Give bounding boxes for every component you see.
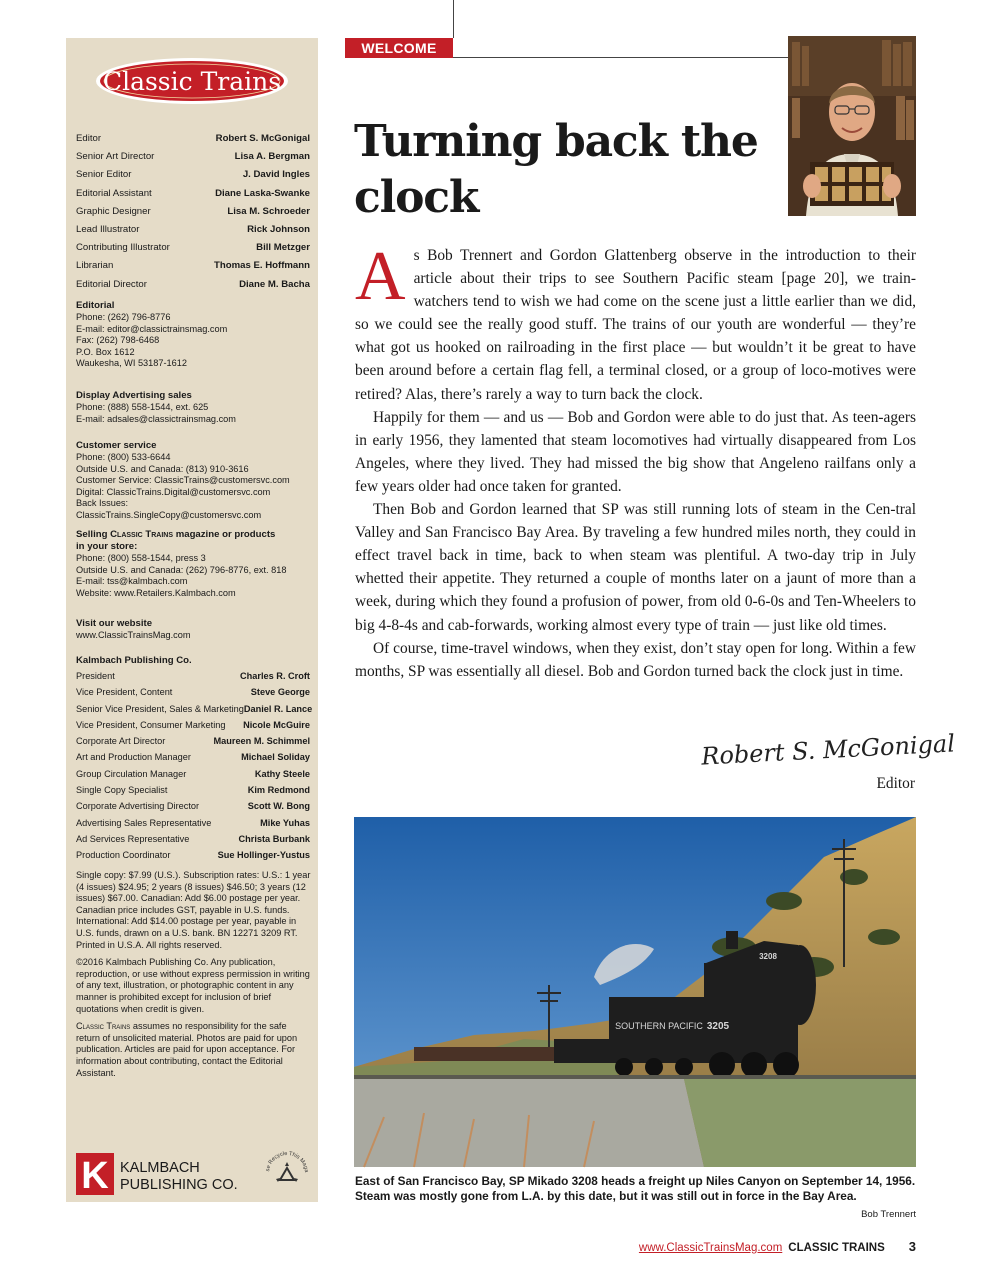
staff-row — [76, 831, 310, 847]
staff-role: Senior Editor — [76, 169, 132, 181]
kalmbach-logo — [76, 1153, 246, 1195]
subscription-info: Single copy: $7.99 (U.S.). Subscription rates: U.S.: 1 year (4 issues) $24.95; 2 years (8 issues) $46.50; 3 years (12 issues) $67.00. Canadian: Add $6.00 postage per year. Canadian price includes GST, payable in U.S. funds. International: Add $14.00 postage per year, payable in U.S. funds, drawn on a U.S. bank. BN 12271 3209 RT. Printed in U.S.A. All rights reserved. — [76, 870, 311, 950]
publisher-staff: Kalmbach Publishing Co. President Charles R. Croft Vice President, Content Steve George Senior Vice President, Sales & Marketing Daniel R. Lance Vice President, Consumer Marketing Nicole McGuire Corporate Art Director Maureen M. Schimmel Art and Production Manager Michael Soliday Group Circulation Manager Kathy Steele Single Copy Specialist Kim Redmond Corporate Advertising Director Scott W. Bong Advertising Sales Representative Mike Yuhas Ad Services Representative Christa Burbank Production Coordinator Sue Hollinger-Yustus — [76, 654, 310, 864]
signoff-title: Editor — [876, 775, 915, 792]
contact-line: Outside U.S. and Canada: (813) 910-3616 — [76, 463, 249, 474]
staff-role: Editorial Assistant — [76, 187, 152, 199]
staff-name: Diane M. Bacha — [239, 278, 310, 290]
staff-name: Lisa M. Schroeder — [227, 205, 310, 217]
staff-name: Lisa A. Bergman — [234, 151, 310, 163]
staff-name: Daniel R. Lance — [243, 703, 313, 714]
contact-line: www.ClassicTrainsMag.com — [76, 630, 191, 640]
staff-role: Group Circulation Manager — [76, 768, 187, 779]
photo-caption: East of San Francisco Bay, SP Mikado 3208 heads a freight up Niles Canyon on September 14, 1956. Steam was mostly gone from L.A. by this date, but it was still out in force in the Bay Area. — [355, 1174, 916, 1204]
article-paragraph: Of course, time-travel windows, when they exist, don’t stay open for long. Within a few months, SP was essentially all diesel. Bob and Gordon turned back the clock just in time. — [355, 639, 916, 680]
contact-line: Fax: (262) 798-6468 — [76, 335, 160, 346]
staff-row — [76, 782, 310, 798]
staff-row — [76, 257, 310, 275]
contact-line: Website: www.Retailers.Kalmbach.com — [76, 587, 236, 598]
website-contact: Visit our website www.ClassicTrainsMag.com — [76, 618, 312, 642]
staff-role: Graphic Designer — [76, 205, 151, 217]
contact-line: E-mail: adsales@classictrainsmag.com — [76, 413, 236, 424]
staff-role: Contributing Illustrator — [76, 242, 170, 254]
staff-role: Corporate Advertising Director — [76, 801, 200, 812]
staff-name: Rick Johnson — [247, 224, 310, 236]
photo-credit: Bob Trennert — [861, 1209, 916, 1220]
svg-text:Classic Trains: Classic Trains — [102, 67, 282, 96]
svg-text:3208: 3208 — [759, 952, 777, 961]
staff-role: Senior Vice President, Sales & Marketing — [76, 703, 244, 714]
staff-row — [76, 684, 310, 700]
staff-role: Vice President, Consumer Marketing — [76, 719, 226, 730]
drop-cap: A — [355, 238, 406, 315]
staff-row — [76, 798, 310, 814]
svg-text:KALMBACH: KALMBACH — [120, 1160, 200, 1176]
magazine-name: CLASSIC TRAINS — [788, 1242, 885, 1254]
staff-name: Michael Soliday — [241, 752, 310, 763]
staff-row — [76, 185, 310, 203]
staff-role: Single Copy Specialist — [76, 785, 168, 796]
article-paragraph: As Bob Trennert and Gordon Glattenberg observe in the introduction to their article about their trips to see Southern Pacific steam [page 20], we train-watchers tend to wish we had come on the scene just a little earlier than we did, so we could see the really good stuff. The trains of our youth are wonderful — they’re what got us hooked on railroading in the first place — but wouldn’t it be great to have been around before a certain flag fell, a terminal closed, or a group of loco-motives were retired? Alas, there’s rarely a way to turn back the clock. — [355, 238, 916, 403]
editor-portrait — [788, 36, 916, 216]
contact-line: Customer Service: ClassicTrains@customersvc.com — [76, 475, 290, 486]
customer-service-contact: Customer service Phone: (800) 533-6644 Outside U.S. and Canada: (813) 910-3616 Customer Service: ClassicTrains@customersvc.com Digital: ClassicTrains.Digital@customersvc.com Back Issues: ClassicTrains.SingleCopy@customersvc.com — [76, 440, 312, 522]
contact-line: E-mail: editor@classictrainsmag.com — [76, 323, 228, 334]
staff-role: Production Coordinator — [76, 850, 171, 861]
staff-row — [76, 701, 313, 717]
staff-name: J. David Ingles — [242, 169, 310, 181]
staff-row — [76, 148, 310, 166]
svg-text:PUBLISHING CO.: PUBLISHING CO. — [120, 1177, 238, 1193]
website-link[interactable]: www.ClassicTrainsMag.com — [638, 1242, 783, 1254]
masthead-sidebar — [66, 38, 318, 1202]
section-label: WELCOME — [345, 38, 453, 58]
staff-name: Kathy Steele — [254, 768, 310, 779]
svg-text:3205: 3205 — [706, 1021, 730, 1032]
staff-row — [76, 749, 310, 765]
staff-row — [76, 166, 310, 184]
staff-row — [76, 130, 310, 148]
staff-role: President — [76, 671, 115, 681]
fine-print — [76, 870, 312, 1085]
staff-name: Scott W. Bong — [247, 801, 310, 812]
staff-row — [76, 717, 310, 733]
staff-name: Diane Laska-Swanke — [215, 187, 310, 199]
contact-line: Waukesha, WI 53187-1612 — [76, 358, 187, 369]
staff-row — [76, 221, 310, 239]
contact-line: Back Issues: ClassicTrains.SingleCopy@customersvc.com — [76, 498, 262, 520]
contact-line: P.O. Box 1612 — [76, 346, 135, 357]
staff-name: Nicole McGuire — [243, 719, 310, 730]
staff-row — [76, 847, 310, 863]
svg-text:K: K — [81, 1155, 109, 1197]
page-number: 3 — [908, 1239, 916, 1254]
article-body — [355, 238, 916, 683]
contact-line: Phone: (262) 796-8776 — [76, 312, 171, 322]
staff-row — [76, 276, 310, 294]
page-footer — [560, 1240, 916, 1255]
article-paragraph: Happily for them — and us — Bob and Gordon were able to do just that. As teen-agers in early 1956, they lamented that steam locomotives had virtually disappeared from Los Angeles, where they lived. They had missed the big show that Angeleno railfans only a few years older had once taken for granted. — [355, 408, 916, 495]
staff-role: Librarian — [76, 260, 114, 272]
staff-role: Senior Art Director — [76, 151, 155, 163]
copyright-info: ©2016 Kalmbach Publishing Co. Any publication, reproduction, or use without express permission in writing of any text, illustration, or photographic content in any manner is prohibited except for inclusion of brief quotations when credit is given. — [76, 957, 310, 1014]
staff-name: Bill Metzger — [256, 242, 310, 254]
contact-line: E-mail: tss@kalmbach.com — [76, 576, 188, 587]
classic-trains-logo — [94, 56, 290, 106]
headline: Turning back the clock — [354, 116, 758, 223]
svg-text:Robert S. McGonigal: Robert S. McGonigal — [700, 729, 956, 771]
staff-name: Christa Burbank — [238, 833, 310, 844]
staff-row — [76, 766, 310, 782]
svg-text:SOUTHERN PACIFIC: SOUTHERN PACIFIC — [615, 1021, 703, 1031]
staff-role: Lead Illustrator — [76, 224, 140, 236]
editorial-contact: Editorial Phone: (262) 796-8776 E-mail: editor@classictrainsmag.com Fax: (262) 798-6468 P.O. Box 1612 Waukesha, WI 53187-1612 — [76, 300, 312, 370]
contact-line: Phone: (888) 558-1544, ext. 625 — [76, 402, 209, 412]
contact-line: Digital: ClassicTrains.Digital@customersvc.com — [76, 486, 271, 497]
locomotive-photo — [354, 817, 916, 1167]
staff-role: Art and Production Manager — [76, 752, 191, 763]
staff-role: Corporate Art Director — [76, 736, 166, 747]
staff-role: Vice President, Content — [76, 687, 173, 698]
staff-role: Advertising Sales Representative — [76, 817, 212, 828]
article-paragraph: Then Bob and Gordon learned that SP was still running lots of steam in the Cen-tral Valley and San Francisco Bay Area. By traveling a few hundred miles north, they could in effect travel back in time, back to when steam was plentiful. A two-day trip in July whetted their appetite. They returned a couple of months later on a jaunt of more than a week, during which they found a profusion of power, from old 0-6-0s and Ten-Wheelers to big 4-8-4s and cab-forwards, working almost every type of train — just like old times. — [355, 501, 916, 634]
retail-contact: Selling Classic Trains magazine or products in your store: Phone: (800) 558-1544, press 3 Outside U.S. and Canada: (262) 796-8776, ext. 818 E-mail: tss@kalmbach.com Website: www.Retailers.Kalmbach.com — [76, 529, 312, 599]
staff-name: Thomas E. Hoffmann — [214, 260, 310, 272]
staff-row — [76, 815, 310, 831]
recycle-icon — [262, 1146, 312, 1196]
staff-row — [76, 239, 310, 257]
staff-role: Editorial Director — [76, 278, 147, 290]
disclaimer-info: Classic Trains assumes no responsibility for the safe return of unsolicited material. Photos are paid for upon publication. Articles are paid for upon acceptance. For information about contributing, contact the Editorial Assistant. — [76, 1021, 298, 1078]
staff-name: Robert S. McGonigal — [215, 133, 310, 144]
contact-line: Phone: (800) 558-1544, press 3 — [76, 553, 206, 563]
staff-row — [76, 733, 310, 749]
header-vertical-rule — [453, 0, 454, 38]
contact-line: Outside U.S. and Canada: (262) 796-8776, ext. 818 — [76, 564, 287, 575]
staff-name: Mike Yuhas — [260, 817, 310, 828]
editor-signature — [700, 724, 956, 772]
staff-name: Charles R. Croft — [240, 671, 310, 681]
staff-list — [76, 130, 310, 294]
staff-name: Maureen M. Schimmel — [213, 736, 310, 747]
staff-role: Editor — [76, 133, 102, 144]
advertising-contact: Display Advertising sales Phone: (888) 558-1544, ext. 625 E-mail: adsales@classictrainsmag.com — [76, 390, 312, 425]
staff-name: Sue Hollinger-Yustus — [217, 850, 310, 861]
staff-role: Ad Services Representative — [76, 833, 190, 844]
staff-name: Steve George — [250, 687, 310, 698]
staff-row — [76, 668, 310, 684]
staff-name: Kim Redmond — [247, 785, 310, 796]
staff-row — [76, 203, 310, 221]
svg-text:Please Recycle This Magazine: se Recycle This Maga — [265, 1150, 310, 1173]
contact-line: Phone: (800) 533-6644 — [76, 452, 171, 462]
